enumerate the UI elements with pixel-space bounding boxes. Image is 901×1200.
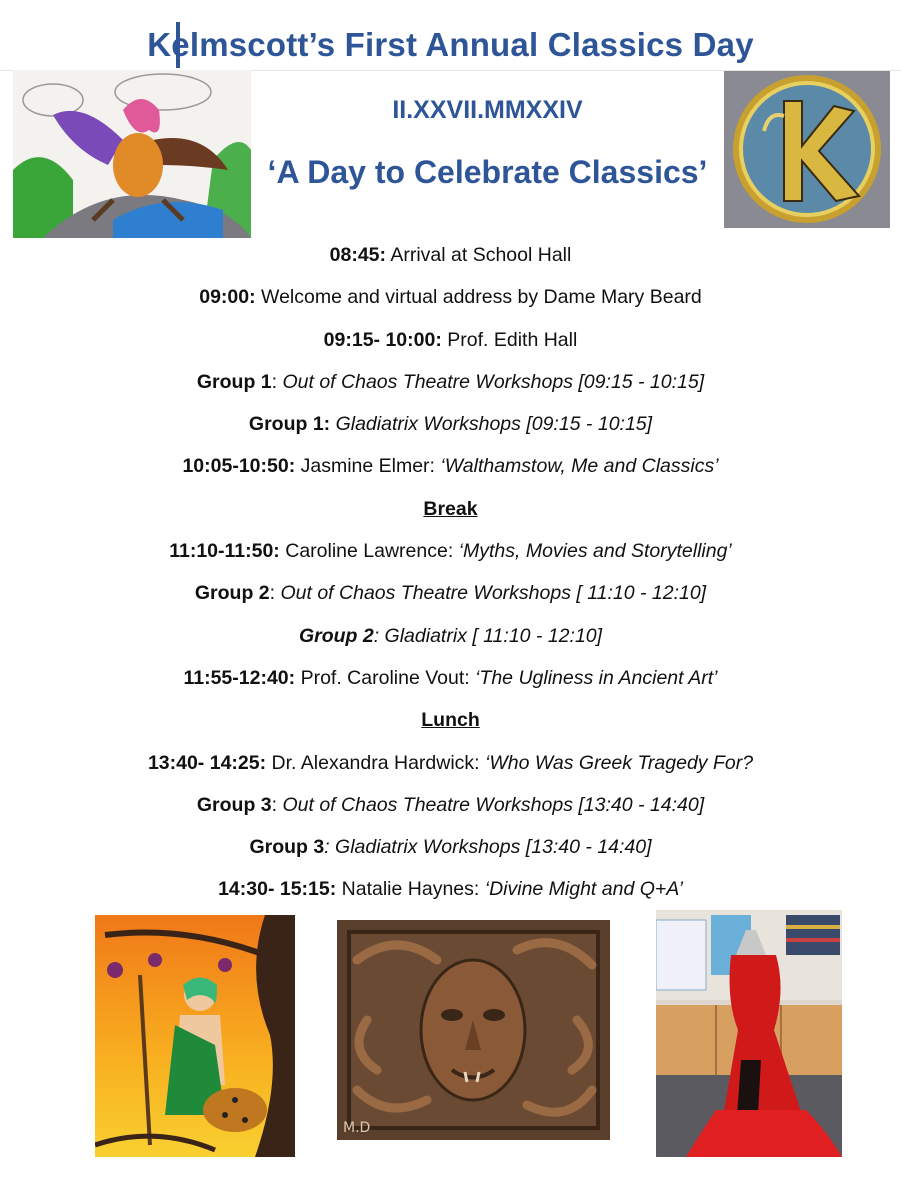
k-mosaic-artwork [724, 71, 890, 228]
schedule-item: Group 3: Gladiatrix Workshops [13:40 - 14:40] [249, 836, 652, 859]
schedule-item: Group 3: Out of Chaos Theatre Workshops [13:40 - 14:40] [196, 793, 705, 816]
schedule-item: 08:45: Arrival at School Hall [329, 244, 572, 266]
schedule-item: 09:15- 10:00: Prof. Edith Hall [323, 328, 578, 351]
schedule-item: 14:30- 15:15: Natalie Haynes: ‘Divine Might and Q+A’ [218, 878, 683, 901]
event-date: II.XXVII.MMXXIV [392, 96, 583, 124]
event-subtitle: ‘A Day to Celebrate Classics’ [267, 154, 708, 190]
event-schedule [0, 238, 901, 915]
schedule-item: 09:00: Welcome and virtual address by Dame Mary Beard [199, 286, 702, 309]
dionysus-painting [95, 915, 295, 1157]
schedule-item: 11:10-11:50: Caroline Lawrence: ‘Myths, Movies and Storytelling’ [169, 540, 732, 563]
schedule-heading-break: Break [423, 497, 478, 520]
medusa-relief [337, 920, 610, 1140]
schedule-heading-lunch: Lunch [421, 709, 480, 732]
red-costume-photo [656, 910, 842, 1157]
page-title: Kelmscott’s First Annual Classics Day [147, 26, 754, 63]
schedule-item: Group 1: Out of Chaos Theatre Workshops [09:15 - 10:15] [196, 370, 705, 393]
medusa-signature: M.D [343, 1120, 371, 1136]
schedule-item: 11:55-12:40: Prof. Caroline Vout: ‘The Ugliness in Ancient Art’ [183, 666, 718, 689]
schedule-item: 13:40- 14:25: Dr. Alexandra Hardwick: ‘Who Was Greek Tragedy For? [147, 751, 754, 774]
schedule-item: Group 2: Gladiatrix [ 11:10 - 12:10] [298, 624, 603, 647]
schedule-item: Group 1: Gladiatrix Workshops [09:15 - 10:15] [248, 413, 653, 436]
schedule-item: 10:05-10:50: Jasmine Elmer: ‘Walthamstow, Me and Classics’ [182, 455, 719, 478]
schedule-item: Group 2: Out of Chaos Theatre Workshops [ 11:10 - 12:10] [194, 582, 707, 605]
harpy-drawing [13, 70, 251, 238]
